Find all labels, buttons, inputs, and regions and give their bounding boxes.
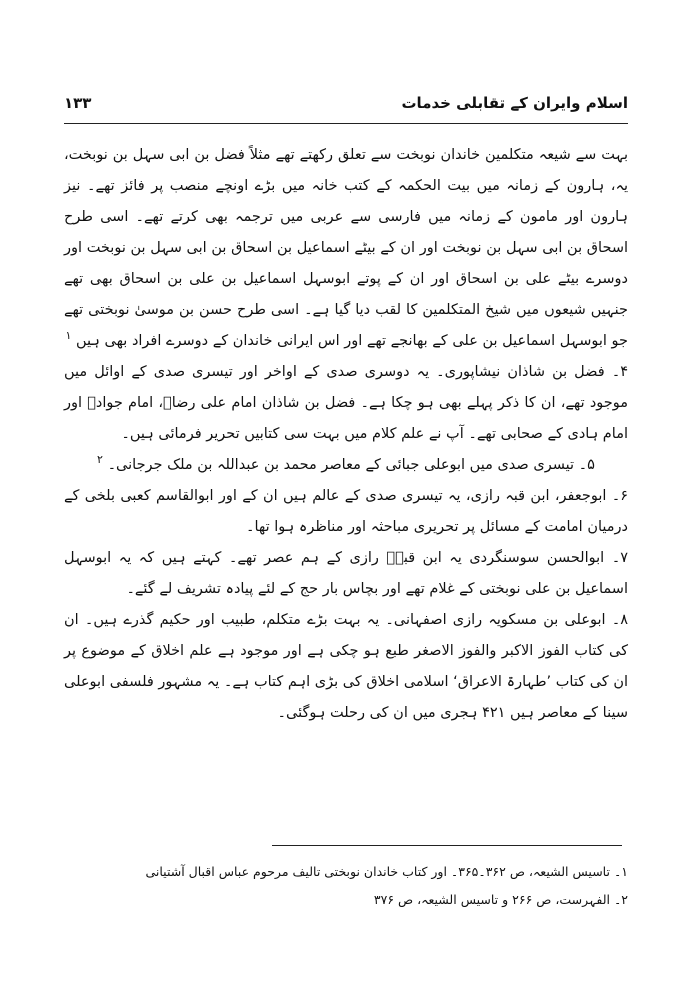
paragraph [64, 357, 628, 450]
main-text [64, 140, 628, 729]
paragraph-text: ۶۔ ابوجعفر، ابن قبہ رازی، یہ تیسری صدی کے عالم ہیں ان کے اور ابوالقاسم کعبی بلخی کے درمیان امامت کے مسائل پر تحریری مباحثہ اور مناظرہ ہوا تھا۔ [64, 488, 628, 535]
footnote: ۱۔ تاسیس الشیعہ، ص ۳۶۲۔۳۶۵۔ اور کتاب خاندان نوبختی تالیف مرحوم عباس اقبال آشتیانی [145, 864, 628, 879]
paragraph-text: ۴۔ فضل بن شاذان نیشاپوری۔ یہ دوسری صدی کے اواخر اور تیسری صدی کے اوائل میں موجود تھے، ان کا ذکر پہلے بھی ہو چکا ہے۔ فضل بن شاذان امام علی رضاؑ، امام جوادؑ اور امام ہادی کے صحابی تھے۔ آپ نے علم کلام میں بہت سی کتابیں تحریر فرمائی ہیں۔ [64, 364, 628, 442]
footnote-divider [272, 845, 622, 846]
paragraph-text: بہت سے شیعہ متکلمین خاندان نوبخت سے تعلق رکھتے تھے مثلاً فضل بن ابی سہل بن نوبخت، یہ، ہارون کے زمانہ میں بیت الحکمہ کے کتب خانہ میں بڑے اونچے منصب پر فائز تھے۔ نیز ہارون اور مامون کے زمانہ میں فارسی سے عربی میں ترجمہ بھی کرتے تھے۔ اسی طرح اسحاق بن ابی سہل بن نوبخت اور ان کے بیٹے اسماعیل بن اسحاق بن ابی سہل بن نوبخت اور دوسرے بیٹے علی بن اسحاق اور ان کے پوتے ابوسہل اسماعیل بن علی بن اسحاق بھی تھے جنہیں شیعوں میں شیخ المتکلمین کا لقب دیا گیا ہے۔ اسی طرح حسن بن موسیٰ نوبختی تھے جو ابوسہل اسماعیل بن علی کے بھانجے تھے اور اس ایرانی خاندان کے دوسرے افراد بھی ہیں [64, 147, 628, 349]
book-title: اسلام وایران کے تقابلی خدمات [401, 94, 628, 112]
footnote-ref: ۲ [97, 453, 103, 467]
running-header [64, 94, 628, 118]
header-divider [64, 123, 628, 124]
paragraph-text: ۷۔ ابوالحسن سوسنگردی یہ ابن قبہؒ رازی کے ہم عصر تھے۔ کہتے ہیں کہ یہ ابوسہل اسماعیل بن علی نوبختی کے غلام تھے اور بچاس بار حج کے لئے پیادہ تشریف لے گئے۔ [64, 550, 628, 597]
footnote: ۲۔ الفہرست، ص ۲۶۶ و تاسیس الشیعہ، ص ۳۷۶ [373, 892, 628, 907]
paragraph [64, 543, 628, 605]
paragraph [64, 481, 628, 543]
paragraph-text: ۸۔ ابوعلی بن مسکویہ رازی اصفہانی۔ یہ بہت بڑے متکلم، طبیب اور حکیم گذرے ہیں۔ ان کی کتاب الفوز الاکبر والفوز الاصغر طبع ہو چکی ہے اور موجود ہے علم اخلاق کے موضوع پر ان کی کتاب ’طہارۃ الاعراق‘ اسلامی اخلاق کی بڑی اہم کتاب ہے۔ یہ مشہور فلسفی ابوعلی سینا کے معاصر ہیں ۴۲۱ ہجری میں ان کی رحلت ہوگئی۔ [64, 612, 628, 721]
paragraph-text: ۵۔ تیسری صدی میں ابوعلی جبائی کے معاصر محمد بن عبداللہ بن ملک جرجانی۔ [107, 457, 595, 473]
footnotes [64, 858, 628, 914]
paragraph [64, 605, 628, 729]
paragraph [64, 450, 628, 481]
paragraph [64, 140, 628, 357]
footnote-ref: ۱ [65, 329, 72, 343]
page-number: ۱۳۳ [64, 94, 92, 112]
